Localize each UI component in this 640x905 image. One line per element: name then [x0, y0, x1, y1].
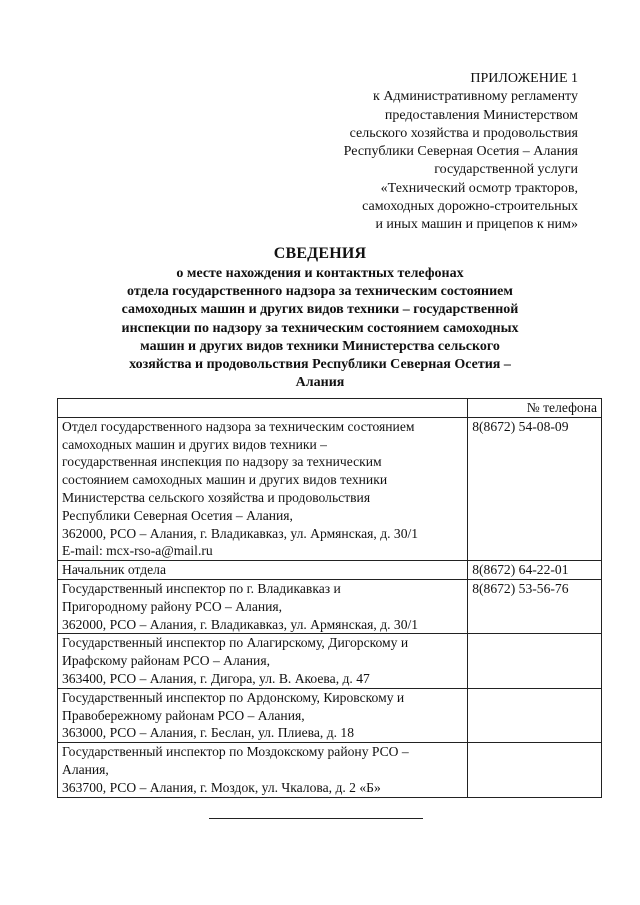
cell-line: Алания, [62, 761, 109, 777]
document-heading [0, 243, 640, 392]
cell-line: Пригородному району РСО – Алания, [62, 598, 283, 614]
appendix-block [278, 70, 578, 235]
cell-line: 363400, РСО – Алания, г. Дигора, ул. В. Акоева, д. 47 [62, 670, 370, 686]
document-title: СВЕДЕНИЯ [273, 245, 367, 262]
phone-cell: 8(8672) 54-08-09 [468, 417, 602, 560]
table-row [58, 417, 602, 560]
cell-line: самоходных машин и других видов техники – [62, 436, 327, 452]
appendix-line: сельского хозяйства и продовольствия [349, 125, 578, 141]
cell-line: Министерства сельского хозяйства и продовольствия [62, 489, 371, 505]
table-header-row [58, 399, 602, 418]
cell-line: 363700, РСО – Алания, г. Моздок, ул. Чкалова, д. 2 «Б» [62, 779, 381, 795]
heading-line: Алания [295, 375, 345, 391]
cell-line: Ирафскому районам РСО – Алания, [62, 653, 270, 669]
table-row [58, 743, 602, 797]
cell-line: 362000, РСО – Алания, г. Владикавказ, ул. Армянская, д. 30/1 [62, 525, 419, 541]
cell-line: государственная инспекция по надзору за техническим [62, 454, 382, 470]
phone-cell [468, 743, 602, 797]
cell-line: Государственный инспектор по Алагирскому, Дигорскому и [62, 635, 409, 651]
appendix-line: государственной услуги [434, 162, 578, 178]
appendix-line: к Административному регламенту [373, 89, 578, 105]
cell-line: Отдел государственного надзора за техническим состоянием [62, 418, 415, 434]
table-row [58, 579, 602, 633]
table-row [58, 561, 602, 580]
heading-line: отдела государственного надзора за техническим состоянием [127, 284, 513, 300]
cell-line: Государственный инспектор по Моздокскому району РСО – [62, 744, 409, 760]
phone-cell [468, 688, 602, 742]
organization-cell [58, 634, 468, 688]
phone-cell: 8(8672) 64-22-01 [468, 561, 602, 580]
appendix-line: и иных машин и прицепов к ним» [375, 217, 578, 233]
appendix-line: ПРИЛОЖЕНИЕ 1 [470, 71, 578, 86]
heading-line: машин и других видов техники Министерства сельского [140, 338, 500, 354]
organization-cell [58, 579, 468, 633]
appendix-line: предоставления Министерством [384, 107, 578, 123]
table-row [58, 634, 602, 688]
cell-line: Начальник отдела [62, 562, 166, 578]
heading-line: хозяйства и продовольствия Республики Северная Осетия – [129, 357, 511, 373]
header-cell-phone: № телефона [468, 399, 602, 418]
header-cell-organization [58, 399, 468, 418]
organization-cell [58, 561, 468, 580]
cell-line: состоянием самоходных машин и других видов техники [62, 472, 388, 488]
footer-divider [209, 818, 423, 819]
heading-line: о месте нахождения и контактных телефонах [176, 266, 464, 281]
cell-line: 363000, РСО – Алания, г. Беслан, ул. Плиева, д. 18 [62, 725, 355, 741]
heading-line: инспекции по надзору за техническим состоянием самоходных [121, 320, 519, 336]
organization-cell [58, 743, 468, 797]
appendix-line: Республики Северная Осетия – Алания [343, 144, 578, 160]
appendix-line: «Технический осмотр тракторов, [380, 180, 578, 196]
appendix-line: самоходных дорожно-строительных [362, 199, 578, 215]
organization-cell [58, 417, 468, 560]
cell-line: Государственный инспектор по Ардонскому, Кировскому и [62, 689, 405, 705]
email-line: E-mail: mcx-rso-a@mail.ru [62, 543, 213, 559]
cell-line: Республики Северная Осетия – Алания, [62, 507, 293, 523]
table-row [58, 688, 602, 742]
cell-line: Правобережному районам РСО – Алания, [62, 707, 305, 723]
cell-line: Государственный инспектор по г. Владикавказ и [62, 580, 341, 596]
phone-cell [468, 634, 602, 688]
phone-cell: 8(8672) 53-56-76 [468, 579, 602, 633]
contacts-table [57, 398, 602, 798]
organization-cell [58, 688, 468, 742]
heading-line: самоходных машин и других видов техники – государственной [121, 302, 519, 318]
cell-line: 362000, РСО – Алания, г. Владикавказ, ул. Армянская, д. 30/1 [62, 616, 419, 632]
